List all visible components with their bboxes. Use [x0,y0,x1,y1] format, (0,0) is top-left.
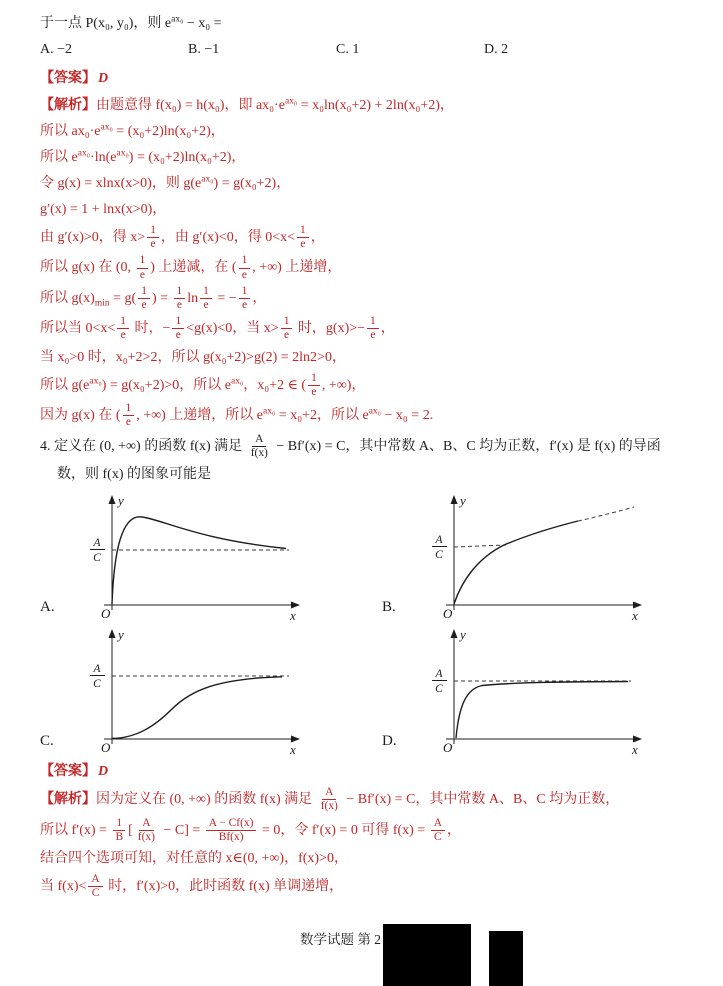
graph-d-label: D. [382,733,397,750]
graph-cell-c [40,626,332,758]
graph-cell-a [40,492,332,624]
graph-d [426,626,651,758]
q3-analysis-line: 所以 g(x) 在 (0, $\frac{1}{e}$ ) 上递减，在 ( $\frac{1}{e}$ , +∞) 上递增， [40,254,342,281]
q4-stem-line-2: 数，则 f(x) 的图象可能是 [57,466,211,482]
function-curve [456,682,628,739]
q4-analysis-line: 当 f(x)< $\frac{A}{C}$ 时，f′(x)>0，此时函数 f(x) 单调递增， [40,873,344,900]
q3-stem-tail: 于一点 P(x₀, y₀)，则 $e^{ax_0} - x_0$ = [40,14,222,31]
q3-analysis-line: 所以 $ax_0\cdot e^{ax_0} = (x_0+2)\ln(x_0+2)$， [40,122,225,139]
q3-analysis-line: 因为 g(x) 在 ( $\frac{1}{e}$ , +∞) 上递增，所以 $e^{ax_0} = x_0+2$，所以 $e^{ax_0} - x_0 = 2$. [40,402,434,429]
q3-analysis-line: 所以 $g(x)_{min} = g$( $\frac{1}{e}$ ) = $\frac{1}{e}$ ln $\frac{1}{e}$ = − $\frac{1}{e}$ ， [40,284,267,312]
q3-analysis-line [40,94,681,117]
q3-analysis-line: 所以 $g(e^{ax_0}) = g(x_0+2)>0$，所以 $e^{ax_0}$，x₀+2 ∈ ( $\frac{1}{e}$ , +∞)， [40,371,366,398]
y-label: y [118,493,124,509]
q4-analysis-line [40,786,681,813]
graph-b-label: B. [382,599,396,616]
q3-analysis-line: 当 x₀>0 时，x₀+2>2，所以 g(x₀+2)>g(2) = 2ln2>0， [40,349,346,365]
q4-analysis-line: 结合四个选项可知，对任意的 x∈(0, +∞)，f(x)>0， [40,850,348,866]
option-d: D. 2 [484,42,509,58]
analysis-label: 【解析】 [40,792,96,808]
x-label: x [290,608,296,624]
analysis-text: 由题意得 f(x₀) = h(x₀)，即 $ax_0\cdot e^{ax_0} = x_0\ln(x_0+2) + 2\ln(x_0+2)$， [96,95,454,113]
frac-denominator: C [93,678,101,691]
page-footer: 数学试题 第 2 [300,932,381,947]
q3-analysis-line: g′(x) = 1 + lnx(x>0)， [40,201,167,217]
x-label: x [632,608,638,624]
frac-numerator: A [93,663,101,676]
graph-a-label: A. [40,599,55,616]
frac-numerator: A [93,537,101,550]
y-label: y [118,627,124,643]
frac-numerator: A [435,668,443,681]
q4-analysis-line: 所以 f′(x) = $\frac{1}{B}$ [ $\frac{A}{f(x)}$ − C] = $\frac{A - Cf(x)}{Bf(x)}$ = 0，令 f′(x) = 0 可得 f(x) = $\frac{A}{C}$ ， [40,816,462,843]
graph-b [426,492,651,624]
origin-label: O [101,740,111,756]
y-axis-arrow-icon [451,495,458,504]
q4-stem-line-1: 4. 定义在 (0, +∞) 的函数 f(x) 满足 $\frac{A}{f(x)}$ − Bf′(x) = C，其中常数 A、B、C 均为正数，f′(x) 是 f(x) 的导函 [40,432,661,459]
q4-answer-line [40,760,681,783]
frac-denominator: C [435,549,443,562]
y-axis-arrow-icon [109,495,116,504]
function-curve [112,517,286,604]
option-b: B. −1 [188,42,220,58]
frac-denominator: C [435,683,443,696]
analysis-text: 因为定义在 (0, +∞) 的函数 f(x) 满足 $\frac{A}{f(x)}$ − Bf′(x) = C，其中常数 A、B、C 均为正数， [96,786,620,813]
function-curve [454,521,578,604]
redaction-box-2 [489,931,523,986]
frac-denominator: C [93,552,101,565]
frac-numerator: A [435,534,443,547]
q3-analysis-line: 所以当 0<x< $\frac{1}{e}$ 时，− $\frac{1}{e}$ <g(x)<0，当 x> $\frac{1}{e}$ 时，g(x)>− $\frac{1}{e}$ ， [40,315,395,342]
q3-options [40,39,681,61]
redaction-box-1 [383,924,471,986]
origin-label: O [101,606,111,622]
graph-cell-b [382,492,674,624]
y-axis-arrow-icon [451,629,458,638]
answer-value: D [98,764,109,780]
origin-label: O [443,740,453,756]
answer-label: 【答案】 [40,71,96,87]
q3-analysis-line: 所以 $e^{ax_0}\cdot\ln(e^{ax_0}) = (x_0+2)\ln(x_0+2)$， [40,148,246,165]
y-axis-arrow-icon [109,629,116,638]
y-label: y [460,493,466,509]
level-dashed-line [454,545,506,547]
graph-c-label: C. [40,733,54,750]
q3-analysis-line: 令 g(x) = xlnx(x>0)，则 $g(e^{ax_0}) = g(x_0+2)$， [40,174,291,191]
graph-c [84,626,309,758]
x-label: x [290,742,296,758]
answer-label: 【答案】 [40,764,96,780]
graph-cell-d [382,626,674,758]
q3-answer-line [40,67,681,90]
y-label: y [460,627,466,643]
q3-analysis-line: 由 g′(x)>0，得 x> $\frac{1}{e}$ ，由 g′(x)<0，得 0<x< $\frac{1}{e}$ ， [40,224,325,251]
function-curve [112,677,282,739]
answer-value: D [98,71,109,87]
extension-dashed-line [578,507,634,521]
origin-label: O [443,606,453,622]
analysis-label: 【解析】 [40,97,96,113]
option-a: A. −2 [40,42,73,58]
q4-graph-grid [40,492,681,758]
graph-a [84,492,309,624]
x-label: x [632,742,638,758]
option-c: C. 1 [336,42,360,58]
